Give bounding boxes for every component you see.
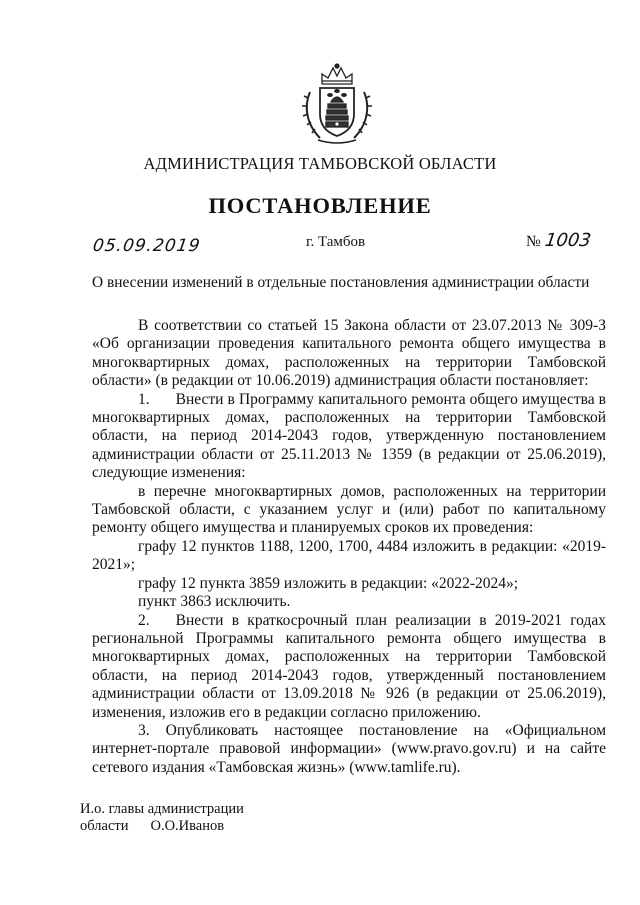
signature-position: И.о. главы администрации [80,801,244,817]
paragraph-preamble: В соответствии со статьей 15 Закона области от 23.07.2013 № 309-З «Об организации проведения капитального ремонта общего имущества в многоквартирных домах, расположенных на территории Тамбовской области» (в редакции от 10.06.2019) администрация области постановляет: [92,317,606,390]
signature-line [80,818,224,835]
paragraph-item-exclusion: пункт 3863 исключить. [138,593,291,611]
item-number: 1. [138,390,150,408]
paragraph-item-2 [92,612,606,722]
paragraph-item-1 [92,391,606,483]
authority-title: АДМИНИСТРАЦИЯ ТАМБОВСКОЙ ОБЛАСТИ [143,154,497,173]
signature-position-line2: области [80,818,129,834]
tambov-coat-of-arms-icon [300,62,374,146]
document-number-block [526,230,591,251]
item-text: Внести в Программу капитального ремонта общего имущества в многоквартирных домах, расположенных на территории Тамбовской области, на период 2014-2043 годов, утвержденную постановлением администрации области от 25.11.2013 № 1359 (в редакции от 25.06.2019), следующие изменения: [92,390,606,482]
signatory-name: О.О.Иванов [150,818,225,834]
document-subject: О внесении изменений в отдельные постановления администрации области [92,274,590,291]
paragraph-column-change-2: графу 12 пункта 3859 изложить в редакции: «2022-2024»; [138,574,519,592]
document-type-title: ПОСТАНОВЛЕНИЕ [208,193,432,218]
document-date: 05.09.2019 [91,236,202,256]
document-body [92,317,606,777]
item-text: Внести в краткосрочный план реализации в 2019-2021 годах региональной Программы капитального ремонта общего имущества в многоквартирных домах, расположенных на территории Тамбовской области, на период 2014-2043 годов, утвержденный постановлением администрации области от 13.09.2018 № 926 (в редакции от 25.06.2019), изменения, изложив его в редакции согласно приложению. [92,611,606,721]
paragraph-list-intro: в перечне многоквартирных домов, расположенных на территории Тамбовской области, с указанием услуг и (или) работ по капитальному ремонту общего имущества и планируемых сроков их проведения: [92,482,606,537]
document-number: 1003 [543,230,593,251]
paragraph-column-change-1: графу 12 пунктов 1188, 1200, 1700, 4484 изложить в редакции: «2019-2021»; [92,537,606,574]
item-number: 2. [138,611,150,629]
paragraph-item-3: 3. Опубликовать настоящее постановление на «Официальном интернет-портале правовой информации» (www.pravo.gov.ru) и на сайте сетевого издания «Тамбовская жизнь» (www.tamlife.ru). [92,721,606,776]
document-city: г. Тамбов [306,234,366,250]
number-sign: № [526,233,541,250]
